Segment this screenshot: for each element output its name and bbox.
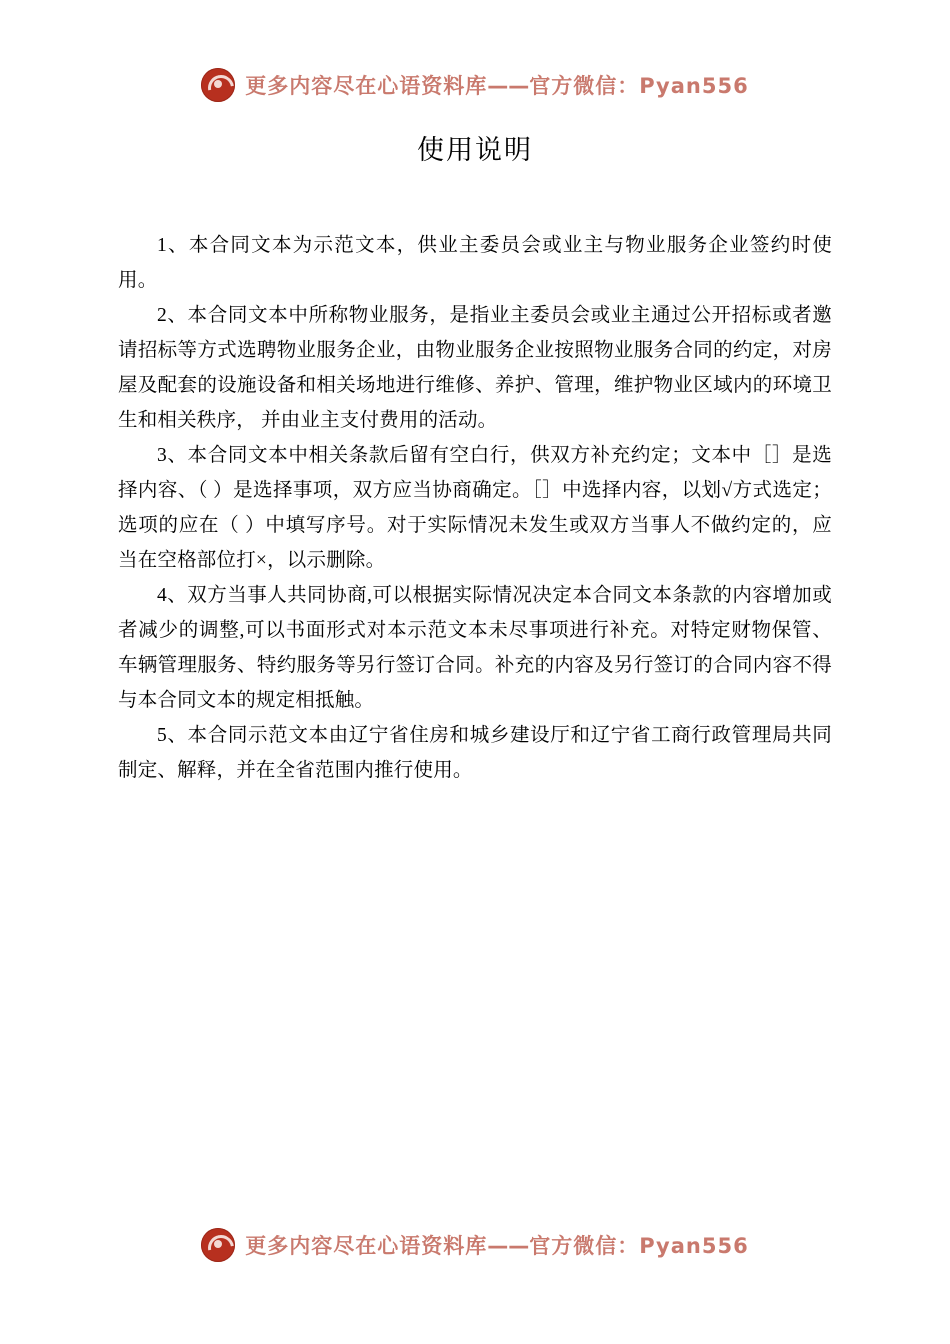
paragraph-4: 4、双方当事人共同协商,可以根据实际情况决定本合同文本条款的内容增加或者减少的调整,可以书面形式对本示范文本未尽事项进行补充。对特定财物保管、车辆管理服务、特约服务等另行签订合同。补充的内容及另行签订的合同内容不得与本合同文本的规定相抵触。 bbox=[118, 585, 832, 711]
paragraph-2: 2、本合同文本中所称物业服务，是指业主委员会或业主通过公开招标或者邀请招标等方式选聘物业服务企业，由物业服务企业按照物业服务合同的约定，对房屋及配套的设施设备和相关场地进行维修、养护、管理，维护物业区域内的环境卫生和相关秩序， 并由业主支付费用的活动。 bbox=[118, 305, 832, 431]
circle-swirl-logo-icon bbox=[201, 68, 235, 102]
watermark-wechat-text-bottom: 官方微信：Pyan556 bbox=[529, 1234, 749, 1258]
circle-swirl-logo-icon bbox=[201, 1228, 235, 1262]
watermark-banner-top bbox=[0, 68, 950, 102]
paragraph-3: 3、本合同文本中相关条款后留有空白行，供双方补充约定；文本中［］是选择内容、（ ）是选择事项，双方应当协商确定。［］中选择内容，以划√方式选定；选项的应在（ ）中填写序号。对于实际情况未发生或双方当事人不做约定的，应当在空格部位打×，以示删除。 bbox=[118, 445, 832, 571]
watermark-separator-bottom: —— bbox=[487, 1234, 530, 1258]
page-title: 使用说明 bbox=[417, 135, 533, 165]
paragraph-5: 5、本合同示范文本由辽宁省住房和城乡建设厅和辽宁省工商行政管理局共同制定、解释，并在全省范围内推行使用。 bbox=[118, 725, 832, 781]
watermark-banner-bottom bbox=[0, 1228, 950, 1262]
watermark-text-top bbox=[245, 70, 748, 100]
watermark-separator-top: —— bbox=[487, 74, 530, 98]
watermark-text-bottom bbox=[245, 1230, 748, 1260]
watermark-wechat-text-top: 官方微信：Pyan556 bbox=[529, 74, 749, 98]
paragraph-1: 1、本合同文本为示范文本，供业主委员会或业主与物业服务企业签约时使用。 bbox=[118, 235, 832, 291]
watermark-main-text-bottom: 更多内容尽在心语资料库 bbox=[245, 1234, 488, 1258]
document-body bbox=[118, 228, 832, 788]
watermark-main-text-top: 更多内容尽在心语资料库 bbox=[245, 74, 488, 98]
